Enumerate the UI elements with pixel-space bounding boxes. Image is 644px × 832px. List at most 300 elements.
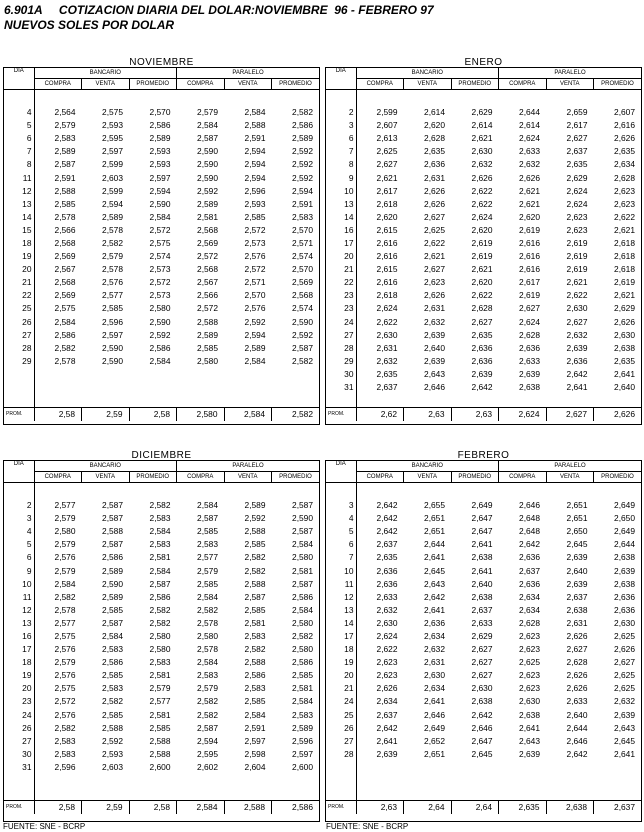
day-cell: 3 [4,512,34,525]
day-cell: 30 [326,368,356,381]
day-cell: 24 [4,709,34,722]
value-cell: 2,598 [244,748,266,759]
value-cell: 2,585 [102,604,123,615]
value-cell: 2,592 [292,172,313,183]
value-cell: 2,623 [424,277,445,288]
value-cell: 2,623 [376,670,398,681]
value-cell: 2,587 [102,513,123,524]
value-cell: 2,647 [471,513,493,524]
value-cell: 2,588 [244,120,266,131]
day-cell: 28 [4,342,34,355]
value-cell: 2,584 [292,539,313,550]
day-cell: 24 [326,695,356,708]
value-cell: 2,576 [54,670,76,681]
day-cell: 9 [4,564,34,577]
venta-header: VENTA [404,79,452,90]
value-cell: 2,585 [244,539,266,550]
value-cell: 2,640 [471,578,493,589]
value-cell: 2,628 [614,172,635,183]
average-cell: 2,627 [546,408,594,422]
value-cell: 2,596 [54,761,76,772]
value-cell: 2,589 [292,722,313,733]
value-cell: 2,621 [614,290,635,301]
value-cell: 2,585 [292,670,313,681]
value-cell: 2,636 [614,591,635,602]
value-cell: 2,636 [614,604,635,615]
average-cell: 2,63 [356,801,404,815]
table-row [326,316,641,329]
value-cell: 2,641 [471,539,493,550]
value-cell: 2,597 [149,172,171,183]
table-noviembre [3,67,320,425]
value-cell: 2,594 [197,735,218,746]
value-cell: 2,572 [149,277,171,288]
compra-header: COMPRA [356,79,404,90]
day-cell: 16 [4,630,34,643]
table-row [4,761,319,774]
value-cell: 2,572 [244,264,266,275]
value-cell: 2,602 [197,761,218,772]
compra-header: COMPRA [34,472,82,483]
value-cell: 2,583 [244,683,266,694]
day-cell: 27 [4,329,34,342]
average-cell: 2,63 [404,408,452,422]
month-title-enero: ENERO [464,57,503,68]
value-cell: 2,614 [519,120,540,131]
value-cell: 2,588 [102,722,123,733]
value-cell: 2,582 [102,237,123,248]
value-cell: 2,571 [292,237,313,248]
value-cell: 2,628 [519,617,540,628]
value-cell: 2,580 [292,644,313,655]
value-cell: 2,589 [292,133,313,144]
value-cell: 2,580 [292,617,313,628]
value-cell: 2,649 [614,500,635,511]
value-cell: 2,646 [566,735,588,746]
value-cell: 2,618 [614,251,635,262]
day-cell: 27 [4,735,34,748]
value-cell: 2,580 [197,630,218,641]
value-cell: 2,583 [149,539,171,550]
table-row [4,302,319,315]
average-cell: 2,586 [272,801,320,815]
value-cell: 2,570 [149,107,171,118]
value-cell: 2,632 [614,696,635,707]
source-note: FUENTE: SNE - BCRP [326,822,409,831]
table-row [4,564,319,577]
average-row [4,801,319,815]
value-cell: 2,581 [197,211,218,222]
average-cell: 2,580 [177,408,225,422]
value-cell: 2,635 [614,146,635,157]
venta-header: VENTA [546,472,594,483]
value-cell: 2,587 [149,578,171,589]
value-cell: 2,568 [54,277,76,288]
table-row [4,158,319,171]
value-cell: 2,624 [519,133,540,144]
value-cell: 2,593 [149,159,171,170]
value-cell: 2,581 [244,617,266,628]
value-cell: 2,572 [197,251,218,262]
value-cell: 2,634 [614,159,635,170]
value-cell: 2,632 [424,316,445,327]
day-cell: 20 [4,682,34,695]
table-row [4,617,319,630]
value-cell: 2,599 [102,159,123,170]
table-diciembre [3,460,320,822]
day-cell: 11 [4,591,34,604]
value-cell: 2,575 [54,683,76,694]
value-cell: 2,591 [244,133,266,144]
value-cell: 2,638 [471,696,493,707]
value-cell: 2,587 [292,500,313,511]
table-row [4,525,319,538]
value-cell: 2,628 [424,133,445,144]
day-cell: 13 [326,198,356,211]
table-row [326,499,641,512]
value-cell: 2,582 [149,500,171,511]
day-cell: 29 [4,355,34,368]
value-cell: 2,580 [292,552,313,563]
value-cell: 2,594 [244,172,266,183]
table-row [326,748,641,761]
average-cell: 2,58 [34,801,82,815]
value-cell: 2,595 [197,748,218,759]
value-cell: 2,585 [197,342,218,353]
value-cell: 2,582 [54,722,76,733]
value-cell: 2,588 [244,657,266,668]
value-cell: 2,634 [519,591,540,602]
value-cell: 2,575 [102,107,123,118]
table-row [4,735,319,748]
paralelo-header: PARALELO [177,461,320,472]
value-cell: 2,570 [292,264,313,275]
value-cell: 2,623 [519,670,540,681]
average-label: PROM. [4,801,34,815]
value-cell: 2,635 [614,355,635,366]
value-cell: 2,582 [54,591,76,602]
value-cell: 2,636 [471,355,493,366]
value-cell: 2,626 [566,683,588,694]
value-cell: 2,587 [292,342,313,353]
value-cell: 2,639 [519,368,540,379]
value-cell: 2,626 [566,670,588,681]
value-cell: 2,589 [197,198,218,209]
table-row [4,289,319,302]
value-cell: 2,594 [244,329,266,340]
value-cell: 2,595 [102,133,123,144]
value-cell: 2,639 [566,578,588,589]
value-cell: 2,583 [244,630,266,641]
day-cell: 21 [326,682,356,695]
value-cell: 2,642 [471,709,493,720]
value-cell: 2,585 [244,696,266,707]
day-cell: 12 [326,591,356,604]
table-row [326,604,641,617]
value-cell: 2,617 [566,120,588,131]
day-cell: 18 [326,643,356,656]
value-cell: 2,621 [519,198,540,209]
value-cell: 2,622 [566,290,588,301]
value-cell: 2,638 [614,578,635,589]
value-cell: 2,638 [566,604,588,615]
table-row [4,695,319,708]
value-cell: 2,634 [424,630,445,641]
value-cell: 2,588 [149,748,171,759]
value-cell: 2,619 [566,237,588,248]
value-cell: 2,639 [519,748,540,759]
venta-header: VENTA [82,79,130,90]
average-label: PROM. [326,801,356,815]
day-cell: 28 [326,748,356,761]
value-cell: 2,575 [54,630,76,641]
day-cell: 7 [326,145,356,158]
value-cell: 2,584 [244,709,266,720]
day-cell: 13 [4,617,34,630]
table-row [326,682,641,695]
value-cell: 2,621 [566,277,588,288]
value-cell: 2,568 [292,290,313,301]
value-cell: 2,580 [149,630,171,641]
value-cell: 2,575 [54,303,76,314]
value-cell: 2,623 [566,224,588,235]
value-cell: 2,584 [197,591,218,602]
value-cell: 2,585 [244,211,266,222]
compra-header: COMPRA [177,472,225,483]
value-cell: 2,645 [614,735,635,746]
value-cell: 2,583 [54,133,76,144]
venta-header: VENTA [224,472,272,483]
value-cell: 2,651 [424,513,445,524]
table-row [326,211,641,224]
value-cell: 2,641 [519,722,540,733]
day-cell: 5 [4,538,34,551]
promedio-header: PROMEDIO [594,79,642,90]
bancario-header: BANCARIO [356,68,499,79]
value-cell: 2,625 [614,683,635,694]
value-cell: 2,585 [102,670,123,681]
value-cell: 2,589 [244,500,266,511]
value-cell: 2,623 [519,630,540,641]
value-cell: 2,627 [614,657,635,668]
value-cell: 2,570 [244,290,266,301]
value-cell: 2,590 [197,159,218,170]
average-row [326,801,641,815]
promedio-header: PROMEDIO [594,472,642,483]
value-cell: 2,592 [292,329,313,340]
table-row [326,512,641,525]
value-cell: 2,632 [376,355,398,366]
day-cell: 15 [4,224,34,237]
value-cell: 2,594 [244,159,266,170]
value-cell: 2,633 [519,146,540,157]
table-row [4,145,319,158]
average-cell: 2,58 [34,408,82,422]
value-cell: 2,584 [292,604,313,615]
day-cell: 12 [4,185,34,198]
value-cell: 2,592 [149,329,171,340]
value-cell: 2,619 [566,251,588,262]
value-cell: 2,594 [102,198,123,209]
table-row [4,119,319,132]
value-cell: 2,626 [424,290,445,301]
value-cell: 2,584 [244,355,266,366]
table-row [4,250,319,263]
value-cell: 2,627 [566,644,588,655]
value-cell: 2,580 [54,526,76,537]
table-row [326,643,641,656]
value-cell: 2,588 [197,316,218,327]
value-cell: 2,626 [376,683,398,694]
value-cell: 2,582 [292,630,313,641]
value-cell: 2,582 [292,107,313,118]
day-cell: 23 [326,302,356,315]
table-row [4,578,319,591]
day-cell: 17 [326,630,356,643]
table-row [326,276,641,289]
value-cell: 2,587 [102,617,123,628]
value-cell: 2,596 [244,185,266,196]
value-cell: 2,582 [149,617,171,628]
promedio-header: PROMEDIO [129,472,177,483]
value-cell: 2,579 [54,513,76,524]
value-cell: 2,577 [197,552,218,563]
average-row [4,408,319,422]
table-row [4,263,319,276]
value-cell: 2,626 [566,630,588,641]
value-cell: 2,622 [471,290,493,301]
value-cell: 2,616 [519,237,540,248]
value-cell: 2,581 [292,683,313,694]
month-title-diciembre: DICIEMBRE [131,450,192,461]
value-cell: 2,621 [471,264,493,275]
value-cell: 2,590 [102,342,123,353]
value-cell: 2,627 [471,644,493,655]
day-cell: 2 [4,499,34,512]
value-cell: 2,627 [519,303,540,314]
value-cell: 2,577 [54,500,76,511]
value-cell: 2,589 [102,211,123,222]
table-row [4,499,319,512]
value-cell: 2,574 [292,303,313,314]
value-cell: 2,638 [519,382,540,393]
value-cell: 2,616 [519,264,540,275]
value-cell: 2,587 [292,578,313,589]
value-cell: 2,588 [244,526,266,537]
value-cell: 2,637 [566,146,588,157]
value-cell: 2,624 [376,630,398,641]
value-cell: 2,621 [519,185,540,196]
dia-header: DIA [326,461,356,483]
value-cell: 2,583 [292,211,313,222]
day-cell: 24 [326,316,356,329]
value-cell: 2,639 [424,355,445,366]
value-cell: 2,633 [566,696,588,707]
value-cell: 2,630 [471,146,493,157]
value-cell: 2,574 [149,251,171,262]
table-row [4,722,319,735]
day-cell: 19 [4,250,34,263]
value-cell: 2,582 [244,552,266,563]
value-cell: 2,635 [424,146,445,157]
table-row [4,682,319,695]
value-cell: 2,567 [197,277,218,288]
value-cell: 2,621 [471,133,493,144]
value-cell: 2,623 [519,683,540,694]
value-cell: 2,584 [197,500,218,511]
value-cell: 2,586 [292,591,313,602]
day-cell: 22 [326,276,356,289]
day-cell: 13 [4,198,34,211]
average-cell: 2,626 [594,408,642,422]
value-cell: 2,583 [102,644,123,655]
value-cell: 2,644 [614,539,635,550]
value-cell: 2,579 [54,539,76,550]
value-cell: 2,616 [376,277,398,288]
value-cell: 2,582 [292,355,313,366]
value-cell: 2,582 [244,565,266,576]
day-cell: 10 [326,185,356,198]
value-cell: 2,645 [471,748,493,759]
table-row [326,329,641,342]
value-cell: 2,587 [197,513,218,524]
value-cell: 2,586 [149,120,171,131]
table-row [4,643,319,656]
value-cell: 2,587 [244,591,266,602]
day-cell: 4 [326,512,356,525]
value-cell: 2,625 [614,630,635,641]
value-cell: 2,594 [149,185,171,196]
day-cell: 20 [326,250,356,263]
value-cell: 2,615 [376,224,398,235]
value-cell: 2,591 [244,722,266,733]
value-cell: 2,623 [376,657,398,668]
value-cell: 2,647 [471,526,493,537]
value-cell: 2,620 [424,120,445,131]
day-cell: 12 [4,604,34,617]
value-cell: 2,620 [471,224,493,235]
value-cell: 2,579 [197,565,218,576]
day-cell: 26 [4,316,34,329]
day-cell: 28 [326,342,356,355]
value-cell: 2,635 [376,552,398,563]
table-row [4,342,319,355]
value-cell: 2,575 [149,237,171,248]
value-cell: 2,651 [566,500,588,511]
value-cell: 2,592 [244,316,266,327]
value-cell: 2,622 [424,237,445,248]
table-row [326,578,641,591]
day-cell: 20 [326,669,356,682]
value-cell: 2,586 [102,657,123,668]
day-cell: 9 [326,171,356,184]
table-row [326,695,641,708]
day-cell: 6 [326,538,356,551]
value-cell: 2,583 [292,709,313,720]
value-cell: 2,642 [376,526,398,537]
value-cell: 2,578 [102,264,123,275]
value-cell: 2,583 [149,657,171,668]
value-cell: 2,651 [424,748,445,759]
value-cell: 2,641 [566,382,588,393]
value-cell: 2,579 [149,683,171,694]
value-cell: 2,641 [424,552,445,563]
value-cell: 2,639 [614,565,635,576]
value-cell: 2,619 [519,224,540,235]
value-cell: 2,617 [376,185,398,196]
day-cell: 18 [4,656,34,669]
value-cell: 2,568 [197,264,218,275]
